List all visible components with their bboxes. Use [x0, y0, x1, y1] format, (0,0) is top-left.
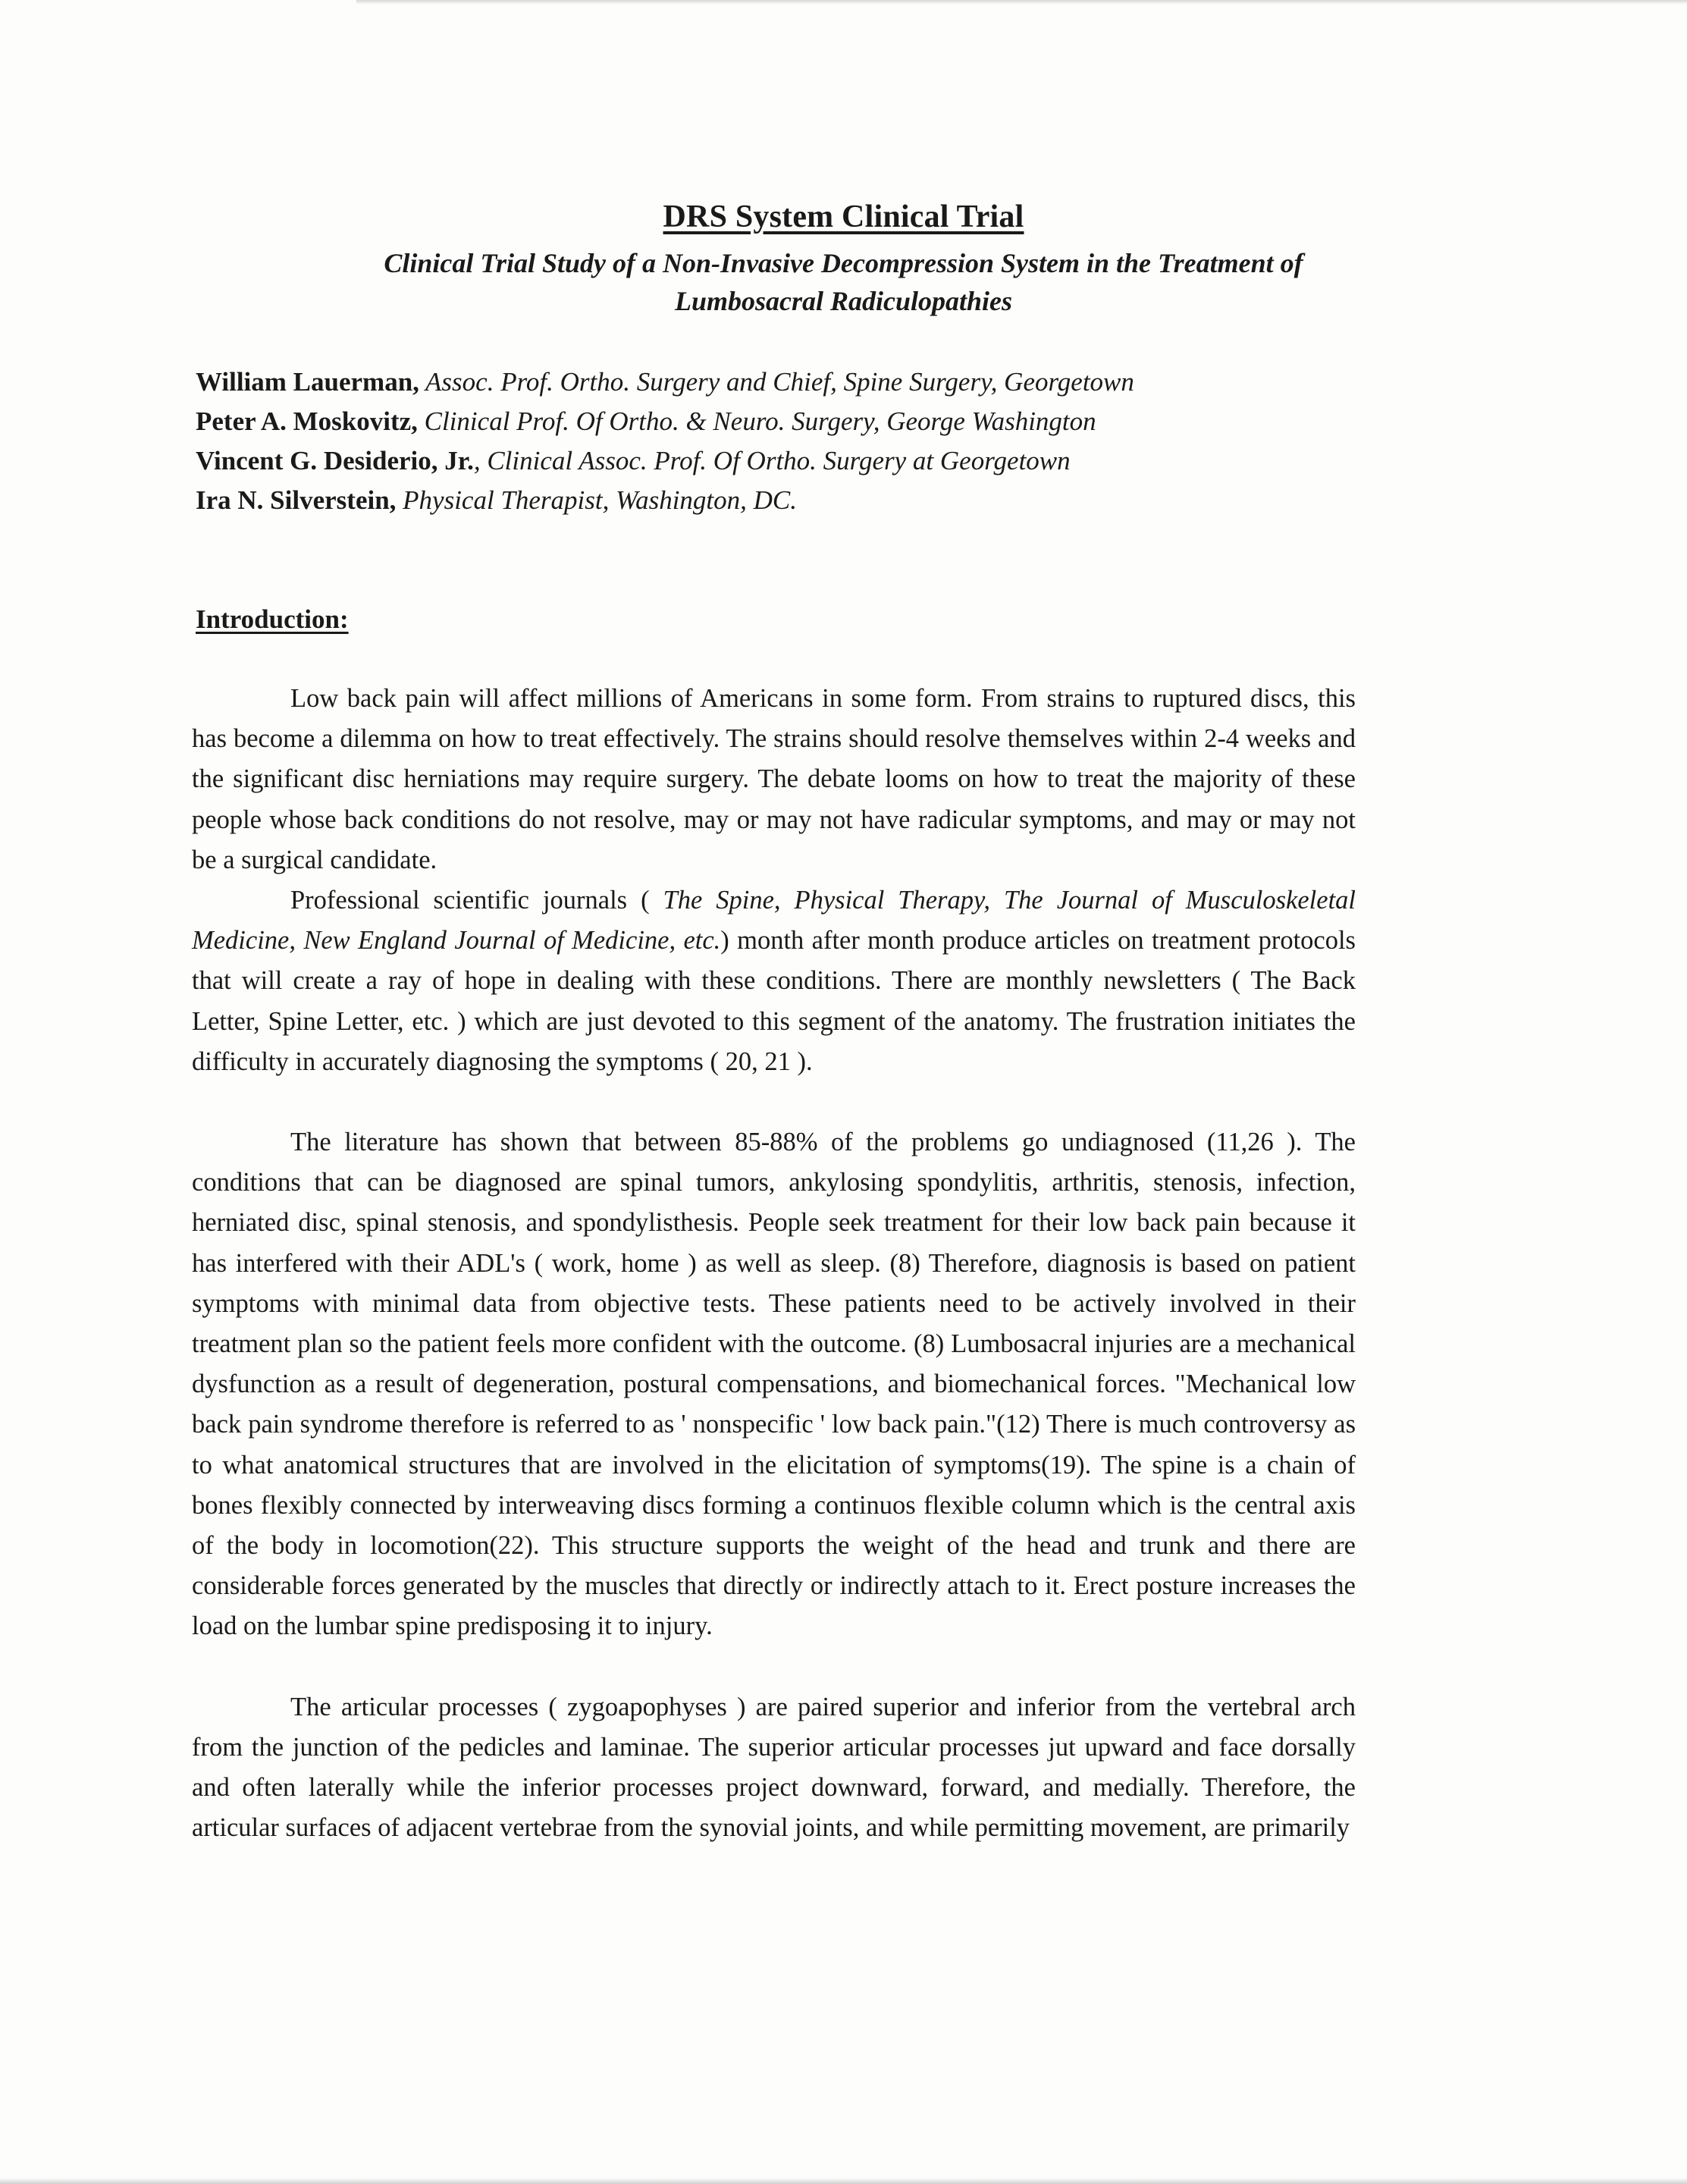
- author-name: Peter A. Moskovitz,: [196, 406, 418, 436]
- journal-titles: The Spine, Physical Therapy, The Journal of Musculoskeletal Medicine, New England Journal of Medicine, etc.: [192, 886, 1356, 956]
- subtitle-line-2: Lumbosacral Radiculopathies: [674, 286, 1013, 316]
- author-line: [196, 441, 1606, 481]
- paragraph-4: The articular processes ( zygoapophyses ) are paired superior and inferior from the vertebral arch from the junction of the pedicles and laminae. The superior articular processes jut upward and face dorsally and often laterally while the inferior processes project downward, forward, and medially. Therefore, the articular surfaces of adjacent vertebrae from the synovial joints, and while permitting movement, are primarily: [192, 1692, 1356, 1843]
- paragraph-1: Low back pain will affect millions of Americans in some form. From strains to ruptured discs, this has become a dilemma on how to treat effectively. The strains should resolve themselves within 2-4 weeks and the significant disc herniations may require surgery. The debate looms on how to treat the majority of these people whose back conditions do not resolve, may or may not have radicular symptoms, and may or may not be a surgical candidate.: [192, 684, 1356, 874]
- author-name: William Lauerman,: [196, 367, 419, 397]
- author-affiliation: , Clinical Assoc. Prof. Of Ortho. Surgery at Georgetown: [473, 446, 1071, 475]
- scan-top-edge: [356, 0, 1687, 5]
- author-affiliation: Clinical Prof. Of Ortho. & Neuro. Surgery, George Washington: [417, 406, 1096, 436]
- subtitle-line-1: Clinical Trial Study of a Non-Invasive Decompression System in the Treatment of: [384, 248, 1303, 278]
- author-list: [196, 362, 1606, 520]
- section-heading-introduction: Introduction:: [196, 604, 349, 634]
- document-subtitle: [197, 244, 1490, 320]
- paragraph-3: The literature has shown that between 85-88% of the problems go undiagnosed (11,26 ). The conditions that can be diagnosed are spinal tumors, ankylosing spondylitis, arthritis, stenosis, infection, herniated disc, spinal stenosis, and spondylisthesis. People seek treatment for their low back pain because it has interfered with their ADL's ( work, home ) as well as sleep. (8) Therefore, diagnosis is based on patient symptoms with minimal data from objective tests. These patients need to be actively involved in their treatment plan so the patient feels more confident with the outcome. (8) Lumbosacral injuries are a mechanical dysfunction as a result of degeneration, postural compensations, and biomechanical forces. "Mechanical low back pain syndrome therefore is referred to as ' nonspecific ' low back pain."(12) There is much controversy as to what anatomical structures that are involved in the elicitation of symptoms(19). The spine is a chain of bones flexibly connected by interweaving discs forming a continuos flexible column which is the central axis of the body in locomotion(22). This structure supports the weight of the head and trunk and there are considerable forces generated by the muscles that directly or indirectly attach to it. Erect posture increases the load on the lumbar spine predisposing it to injury.: [192, 1128, 1356, 1641]
- paragraph-2-start: Professional scientific journals (: [290, 886, 663, 915]
- author-line: [196, 481, 1606, 520]
- document-title: DRS System Clinical Trial: [663, 199, 1024, 234]
- author-name: Vincent G. Desiderio, Jr.: [196, 446, 474, 475]
- paragraph-2: [192, 880, 1356, 1082]
- scan-bottom-edge: [0, 2178, 1687, 2184]
- author-affiliation: Physical Therapist, Washington, DC.: [396, 485, 798, 515]
- author-affiliation: Assoc. Prof. Ortho. Surgery and Chief, Spine Surgery, Georgetown: [419, 367, 1134, 397]
- author-name: Ira N. Silverstein,: [196, 485, 397, 515]
- author-line: [196, 362, 1606, 402]
- author-line: [196, 402, 1606, 441]
- paragraph-2-end: ) month after month produce articles on treatment protocols that will create a ray of hope in dealing with these conditions. There are monthly newsletters ( The Back Letter, Spine Letter, etc. ) which are just devoted to this segment of the anatomy. The frustration initiates the difficulty in accurately diagnosing the symptoms ( 20, 21 ).: [192, 926, 1356, 1076]
- introduction-body: [192, 679, 1356, 1848]
